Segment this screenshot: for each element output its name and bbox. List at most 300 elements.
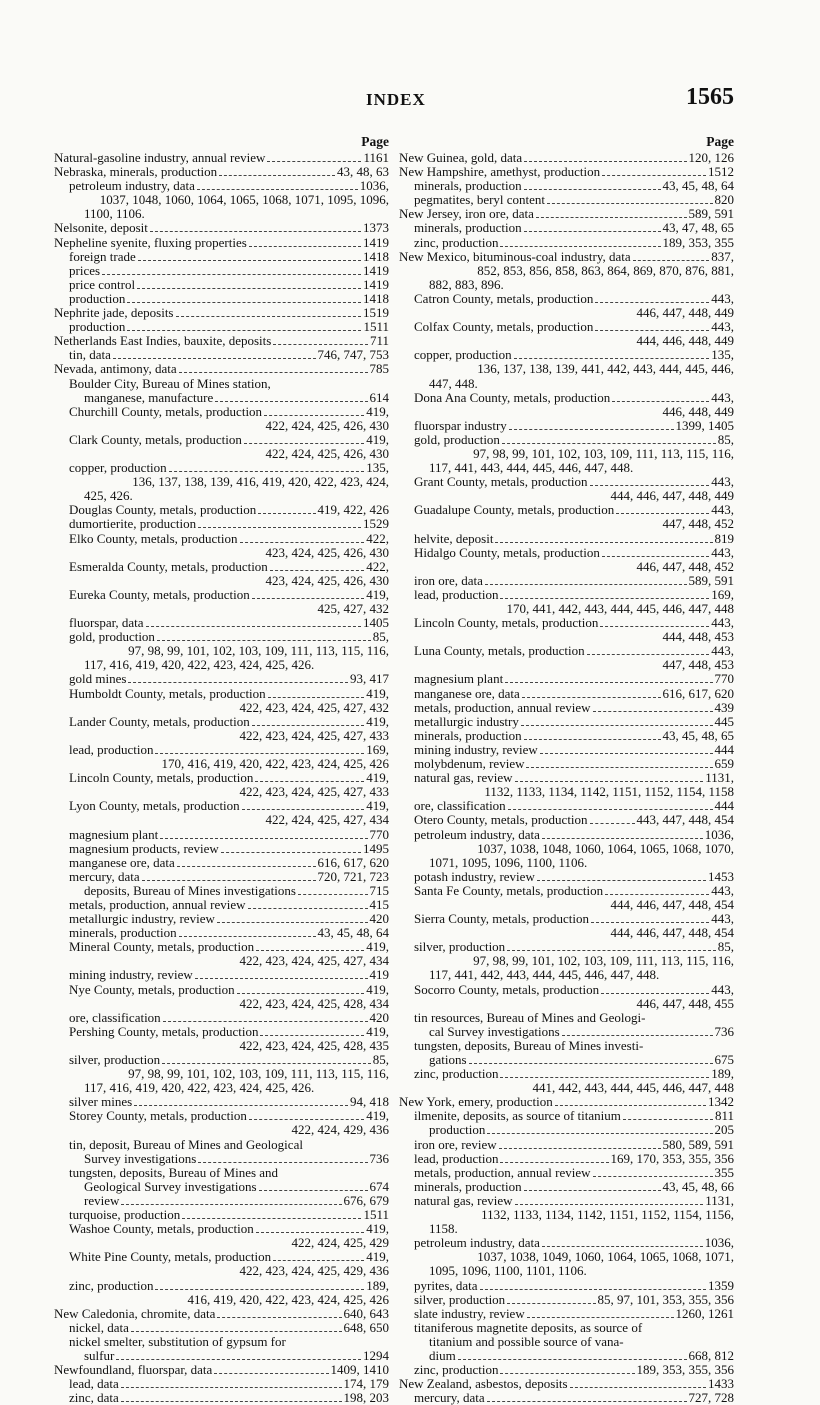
entry-term: deposits, Bureau of Mines investigations (84, 883, 296, 898)
entry-pages: 97, 98, 99, 101, 102, 103, 109, 111, 113, 115, 116, (473, 446, 734, 461)
entry-term: Storey County, metals, production (69, 1109, 247, 1124)
entry-term: natural gas, review (414, 771, 513, 786)
dot-leader (155, 1289, 364, 1290)
dot-leader (507, 1303, 595, 1304)
dot-leader (221, 852, 361, 853)
entry-pages: 837, (711, 249, 734, 264)
entry-term: minerals, production (69, 926, 177, 941)
index-entry (54, 644, 389, 658)
entry-term: prices (69, 263, 101, 278)
entry-pages: 1399, 1405 (675, 418, 734, 433)
entry-pages: 423, 424, 425, 426, 430 (265, 545, 389, 560)
entry-term: 117, 416, 419, 420, 422, 423, 424, 425, 426. (84, 1081, 315, 1096)
dot-leader (244, 443, 364, 444)
entry-pages: 170, 441, 442, 443, 444, 445, 446, 447, 448 (506, 602, 734, 616)
entry-pages: 674 (369, 1179, 389, 1194)
entry-term: molybdenum, review (414, 757, 525, 772)
dot-leader (215, 401, 367, 402)
entry-pages: 589, 591 (688, 573, 734, 588)
entry-term: manganese, manufacture (84, 390, 214, 405)
index-entry (399, 419, 734, 433)
index-entry (399, 1349, 734, 1363)
entry-pages: 419, 422, 426 (317, 503, 389, 518)
entry-term: ore, classification (414, 799, 506, 814)
entry-pages: 785 (369, 362, 389, 377)
index-entry (399, 489, 734, 503)
index-entry (54, 828, 389, 842)
dot-leader (116, 1359, 361, 1360)
index-entry (399, 503, 734, 517)
index-entry (399, 433, 734, 447)
index-entry (54, 306, 389, 320)
dot-leader (499, 1148, 661, 1149)
entry-pages: 1495 (363, 841, 389, 856)
dot-leader (252, 598, 364, 599)
entry-pages: 419, (366, 404, 389, 419)
dot-leader (595, 330, 709, 331)
dot-leader (150, 231, 361, 232)
index-entry (54, 1363, 389, 1377)
dot-leader (515, 781, 704, 782)
dot-leader (524, 189, 661, 190)
entry-term: potash industry, review (414, 869, 535, 884)
entry-pages: 419, (366, 587, 389, 602)
entry-term: minerals, production (414, 728, 522, 743)
entry-pages: 640, 643 (343, 1306, 389, 1321)
index-entry (54, 362, 389, 376)
entry-pages: 422, 423, 424, 425, 427, 434 (239, 954, 389, 969)
index-entry (54, 1293, 389, 1307)
dot-leader (555, 1105, 706, 1106)
dot-leader (590, 823, 635, 824)
dot-leader (500, 598, 709, 599)
entry-pages: 446, 447, 448, 455 (636, 996, 734, 1011)
index-entry (399, 532, 734, 546)
index-entry (54, 1250, 389, 1264)
entry-pages: 1036, (704, 827, 734, 842)
entry-pages: 422, 423, 424, 425, 428, 434 (239, 996, 389, 1011)
dot-leader (258, 513, 315, 514)
index-entry (54, 151, 389, 165)
entry-pages: 1529 (363, 517, 389, 532)
entry-term: Nephrite jade, deposits (54, 306, 174, 321)
entry-term: Churchill County, metals, production (69, 404, 263, 419)
dot-leader (264, 415, 364, 416)
index-entry (54, 813, 389, 827)
index-entry (399, 884, 734, 898)
entry-term: New Hampshire, amethyst, production (399, 165, 601, 180)
dot-leader (616, 513, 709, 514)
entry-pages: 422, 424, 425, 426, 430 (265, 446, 389, 461)
entry-term: silver, production (414, 940, 506, 955)
entry-pages: 43, 45, 48, 66 (662, 1179, 734, 1194)
entry-term: metallurgic industry (414, 714, 519, 729)
entry-pages: 1036, (704, 1236, 734, 1251)
entry-pages: 659 (714, 757, 734, 772)
entry-pages: 169, (366, 742, 389, 757)
entry-term: Pershing County, metals, production (69, 1024, 259, 1039)
dot-leader (500, 246, 660, 247)
dot-leader (179, 936, 316, 937)
entry-term: production (429, 1123, 486, 1138)
entry-term: pyrites, data (414, 1278, 478, 1293)
entry-term: Lincoln County, metals, production (69, 771, 254, 786)
dot-leader (255, 781, 364, 782)
dot-leader (142, 880, 316, 881)
entry-pages: 85, (717, 940, 734, 955)
entry-term: petroleum industry, data (414, 1236, 540, 1251)
entry-pages: 170, 416, 419, 420, 422, 423, 424, 425, 426 (161, 757, 389, 772)
dot-leader (500, 1162, 608, 1163)
index-entry (399, 968, 734, 982)
dot-leader (137, 288, 361, 289)
entry-term: 1158. (429, 1222, 458, 1237)
index-entry (399, 1335, 734, 1349)
entry-term: petroleum industry, data (414, 827, 540, 842)
entry-term: zinc, production (414, 1067, 499, 1082)
entry-pages: 1037, 1038, 1049, 1060, 1064, 1065, 1068, 1071, (477, 1250, 734, 1265)
entry-pages: 746, 747, 753 (317, 348, 389, 363)
dot-leader (162, 1063, 371, 1064)
index-entry (54, 419, 389, 433)
index-entry (399, 799, 734, 813)
entry-term: zinc, production (414, 235, 499, 250)
page-title: INDEX (366, 90, 426, 109)
entry-term: sulfur (84, 1348, 115, 1363)
index-entry (399, 785, 734, 799)
index-entry (399, 715, 734, 729)
dot-leader (485, 584, 687, 585)
index-entry (399, 320, 734, 334)
index-entry (399, 1208, 734, 1222)
entry-term: Elko County, metals, production (69, 531, 238, 546)
entry-pages: 443, (711, 475, 734, 490)
index-entry (54, 630, 389, 644)
index-entry (399, 1194, 734, 1208)
index-entry (54, 912, 389, 926)
dot-leader (522, 697, 661, 698)
entry-term: Nevada, antimony, data (54, 362, 177, 377)
dot-leader (179, 372, 368, 373)
entry-pages: 420 (369, 1010, 389, 1025)
index-entry (399, 292, 734, 306)
entry-pages: 443, (711, 545, 734, 560)
index-entry (399, 940, 734, 954)
entry-pages: 443, (711, 320, 734, 335)
entry-pages: 1037, 1048, 1060, 1064, 1065, 1068, 1071, 1095, 1096, (99, 193, 389, 208)
entry-pages: 770 (369, 827, 389, 842)
entry-term: Socorro County, metals, production (414, 982, 600, 997)
index-entry (399, 306, 734, 320)
entry-term: copper, production (414, 348, 512, 363)
entry-pages: 447, 448, 453 (662, 658, 734, 673)
entry-pages: 443, (711, 883, 734, 898)
entry-pages: 1260, 1261 (675, 1306, 734, 1321)
dot-leader (273, 344, 368, 345)
entry-pages: 676, 679 (343, 1193, 389, 1208)
entry-pages: 422, 423, 424, 425, 427, 432 (239, 700, 389, 715)
index-entry (54, 1011, 389, 1025)
entry-pages: 1409, 1410 (330, 1363, 389, 1378)
index-entry (54, 320, 389, 334)
dot-leader (605, 894, 709, 895)
dot-leader (102, 274, 361, 275)
dot-leader (480, 1289, 706, 1290)
index-entry (399, 278, 734, 292)
index-entry (54, 334, 389, 348)
entry-term: Nebraska, minerals, production (54, 165, 218, 180)
entry-term: minerals, production (414, 221, 522, 236)
dot-leader (169, 471, 365, 472)
entry-pages: 1519 (363, 306, 389, 321)
dot-leader (198, 527, 361, 528)
index-entry (399, 391, 734, 405)
entry-pages: 420 (369, 912, 389, 927)
dot-leader (214, 1373, 328, 1374)
index-entry (54, 391, 389, 405)
dot-leader (298, 894, 368, 895)
dot-leader (514, 358, 710, 359)
entry-pages: 419, (366, 714, 389, 729)
entry-pages: 580, 589, 591 (662, 1137, 734, 1152)
index-entry (54, 926, 389, 940)
entry-pages: 419, (366, 432, 389, 447)
index-entry (399, 1095, 734, 1109)
dot-leader (217, 922, 368, 923)
dot-leader (540, 753, 713, 754)
index-entry (54, 1194, 389, 1208)
index-entry (399, 743, 734, 757)
index-entry (399, 264, 734, 278)
dot-leader (633, 260, 710, 261)
index-entry (399, 517, 734, 531)
entry-term: mercury, data (414, 1391, 485, 1405)
dot-leader (273, 1260, 364, 1261)
dot-leader (121, 1387, 342, 1388)
index-entry (54, 1166, 389, 1180)
dot-leader (526, 767, 712, 768)
entry-term: Clark County, metals, production (69, 432, 242, 447)
entry-pages: 97, 98, 99, 101, 102, 103, 109, 111, 113, 115, 116, (473, 954, 734, 969)
entry-pages: 136, 137, 138, 139, 416, 419, 420, 422, 423, 424, (132, 475, 389, 490)
entry-term: helvite, deposit (414, 531, 494, 546)
index-entry (54, 560, 389, 574)
entry-term: lead, production (414, 587, 499, 602)
entry-pages: 43, 45, 48, 65 (662, 728, 734, 743)
index-entry (399, 658, 734, 672)
entry-term: minerals, production (414, 179, 522, 194)
entry-pages: 422, (366, 531, 389, 546)
entry-term: cal Survey investigations (429, 1024, 560, 1039)
index-entry (399, 1081, 734, 1095)
index-entry (399, 898, 734, 912)
index-entry (399, 602, 734, 616)
index-entry (399, 616, 734, 630)
index-entry (399, 926, 734, 940)
entry-pages: 85, (372, 630, 389, 645)
entry-term: fluorspar industry (414, 418, 507, 433)
index-entry (399, 983, 734, 997)
entry-pages: 419, (366, 799, 389, 814)
entry-pages: 715 (369, 883, 389, 898)
entry-pages: 1373 (363, 221, 389, 236)
dot-leader (113, 358, 316, 359)
entry-pages: 85, 97, 101, 353, 355, 356 (597, 1292, 734, 1307)
index-entry (399, 870, 734, 884)
index-entry (54, 842, 389, 856)
dot-leader (521, 725, 713, 726)
index-entry (54, 1222, 389, 1236)
entry-term: Catron County, metals, production (414, 291, 594, 306)
entry-pages: 419, (366, 1109, 389, 1124)
index-entry (399, 672, 734, 686)
entry-pages: 443, (711, 982, 734, 997)
entry-pages: 1359 (708, 1278, 734, 1293)
index-entry (399, 828, 734, 842)
entry-pages: 423, 424, 425, 426, 430 (265, 573, 389, 588)
entry-pages: 736 (369, 1151, 389, 1166)
index-entry (399, 377, 734, 391)
dot-leader (515, 1204, 704, 1205)
index-entry (54, 165, 389, 179)
index-entry (54, 884, 389, 898)
entry-term: natural gas, review (414, 1193, 513, 1208)
dot-leader (131, 1331, 342, 1332)
dot-leader (219, 175, 335, 176)
index-entry (399, 165, 734, 179)
entry-pages: 444, 446, 447, 448, 449 (610, 489, 734, 504)
index-entry (399, 1025, 734, 1039)
index-entry (399, 1138, 734, 1152)
dot-leader (198, 1162, 367, 1163)
index-entry (399, 588, 734, 602)
entry-pages: 1132, 1133, 1134, 1142, 1151, 1152, 1154, 1156, (481, 1208, 734, 1223)
dot-leader (146, 626, 361, 627)
entry-term: ilmenite, deposits, as source of titanium (414, 1109, 621, 1124)
index-entry (54, 475, 389, 489)
index-entry (399, 250, 734, 264)
entry-pages: 169, (711, 587, 734, 602)
entry-pages: 422, 423, 424, 425, 428, 435 (239, 1038, 389, 1053)
dot-leader (524, 1190, 661, 1191)
dot-leader (623, 1119, 713, 1120)
entry-pages: 1418 (363, 249, 389, 264)
entry-pages: 446, 447, 448, 449 (636, 306, 734, 321)
index-entry (54, 983, 389, 997)
dot-leader (268, 697, 365, 698)
index-entry (54, 602, 389, 616)
dot-leader (195, 978, 368, 979)
entry-term: magnesium plant (69, 827, 159, 842)
dot-leader (260, 1035, 364, 1036)
index-entry (54, 193, 389, 207)
index-entry (399, 687, 734, 701)
entry-term: manganese ore, data (69, 855, 175, 870)
entry-term: Hidalgo County, metals, production (414, 545, 600, 560)
index-entry (399, 179, 734, 193)
dot-leader (500, 1373, 634, 1374)
entry-pages: 419, (366, 940, 389, 955)
index-entry (54, 447, 389, 461)
index-entry (54, 179, 389, 193)
dot-leader (127, 302, 361, 303)
index-entry (54, 799, 389, 813)
entry-pages: 444, 448, 453 (662, 630, 734, 645)
dot-leader (500, 1077, 709, 1078)
entry-pages: 43, 47, 48, 65 (662, 221, 734, 236)
index-entry (399, 1391, 734, 1405)
entry-pages: 189, 353, 355, 356 (636, 1363, 734, 1378)
entry-pages: 711 (369, 334, 389, 349)
index-entry (399, 1321, 734, 1335)
entry-term: New York, emery, production (399, 1095, 553, 1110)
index-entry (54, 292, 389, 306)
entry-pages: 189, (366, 1278, 389, 1293)
index-entry (54, 856, 389, 870)
entry-pages: 1131, (705, 1193, 734, 1208)
index-entry (399, 1377, 734, 1391)
entry-term: Nye County, metals, production (69, 982, 235, 997)
entry-term: metals, production, annual review (69, 897, 246, 912)
entry-pages: 205 (714, 1123, 734, 1138)
entry-term: Sierra County, metals, production (414, 912, 589, 927)
index-entry (399, 207, 734, 221)
dot-leader (536, 217, 687, 218)
index-entry (54, 757, 389, 771)
dot-leader (587, 654, 710, 655)
entry-pages: 443, (711, 616, 734, 631)
entry-term: ore, classification (69, 1010, 161, 1025)
index-entry (54, 898, 389, 912)
entry-pages: 444 (714, 742, 734, 757)
entry-pages: 439 (714, 700, 734, 715)
index-entry (399, 560, 734, 574)
index-entry (54, 1377, 389, 1391)
index-entry (54, 588, 389, 602)
entry-term: Boulder City, Bureau of Mines station, (69, 376, 271, 391)
entry-term: mining industry, review (414, 742, 538, 757)
index-entry (399, 997, 734, 1011)
dot-leader (601, 993, 709, 994)
entry-pages: 422, 423, 424, 425, 427, 433 (239, 728, 389, 743)
index-entry (399, 1067, 734, 1081)
entry-pages: 444, 446, 448, 449 (636, 334, 734, 349)
index-entry (54, 785, 389, 799)
entry-pages: 1511 (363, 1208, 389, 1223)
entry-pages: 589, 591 (688, 207, 734, 222)
page-number: 1565 (686, 84, 734, 110)
entry-term: silver mines (69, 1095, 133, 1110)
entry-pages: 355 (714, 1165, 734, 1180)
index-entry (54, 236, 389, 250)
index-entry (399, 954, 734, 968)
column-heading: Page (361, 134, 389, 149)
index-entry (54, 1039, 389, 1053)
entry-term: titaniferous magnetite deposits, as source of (414, 1320, 643, 1335)
entry-term: Geological Survey investigations (84, 1179, 257, 1194)
entry-pages: 736 (714, 1024, 734, 1039)
dot-leader (121, 1204, 341, 1205)
entry-term: lead, data (69, 1377, 119, 1392)
entry-pages: 419, (366, 771, 389, 786)
dot-leader (507, 950, 716, 951)
entry-term: gold mines (69, 672, 127, 687)
index-entry (54, 264, 389, 278)
dot-leader (527, 1317, 674, 1318)
entry-term: lead, production (414, 1151, 499, 1166)
index-entry (54, 1307, 389, 1321)
index-entry (54, 250, 389, 264)
